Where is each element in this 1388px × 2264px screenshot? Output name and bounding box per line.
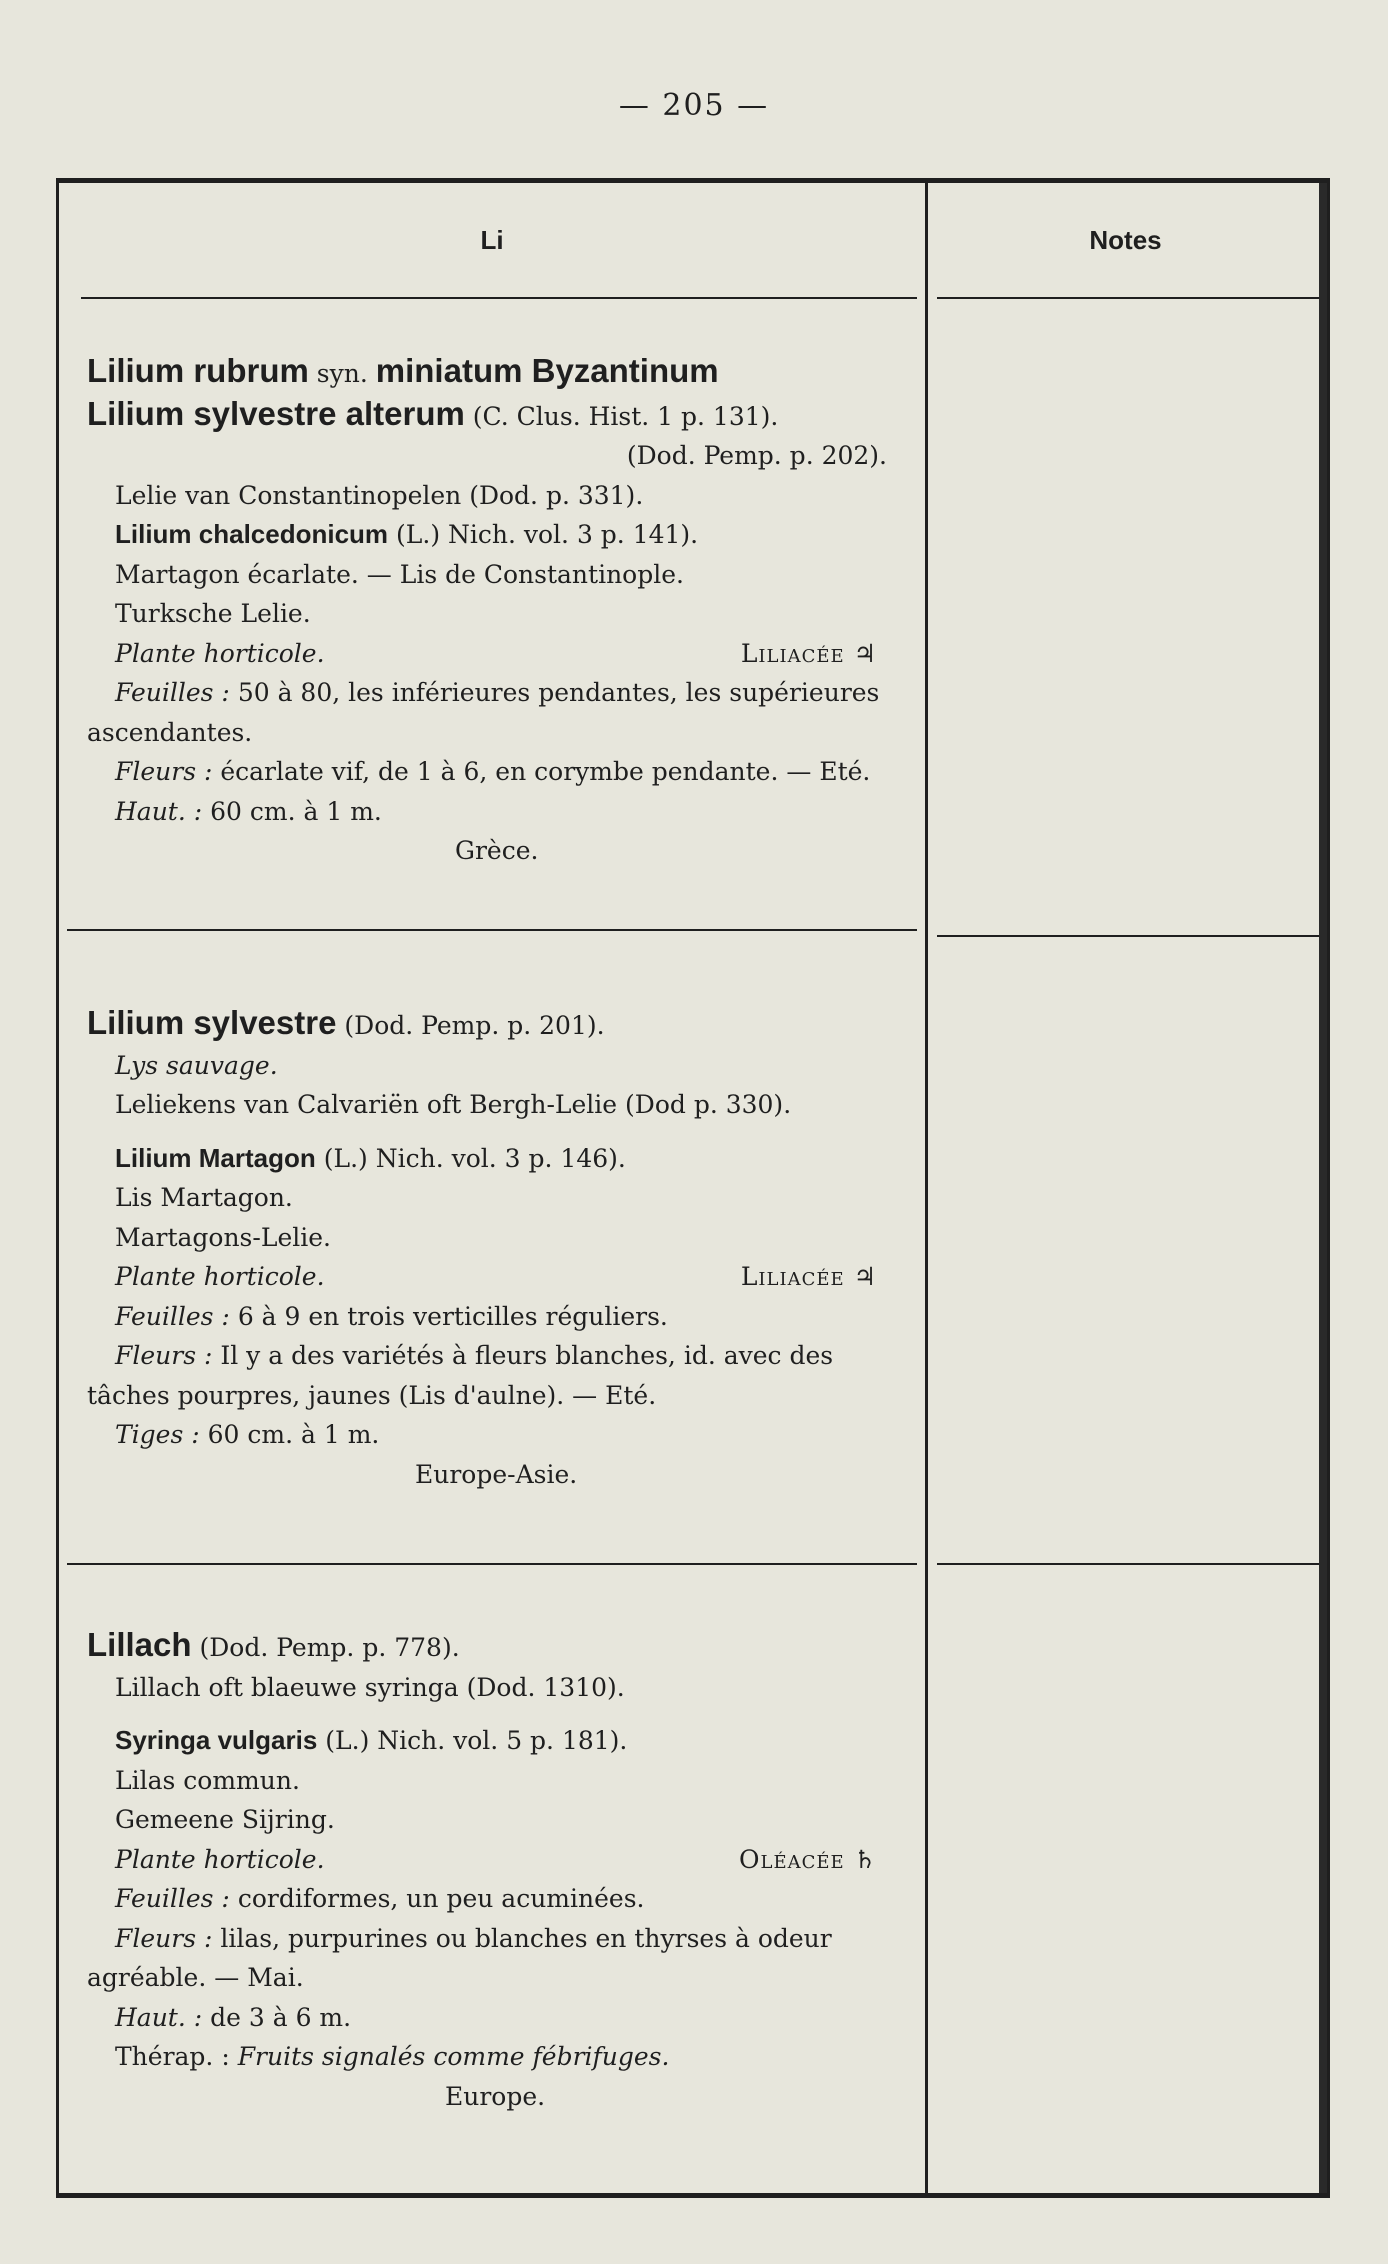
plant-type: Plante horticole.: [115, 1844, 325, 1874]
dutch-common-name: Gemeene Sijring.: [115, 1805, 335, 1834]
dutch-name: Lelie van Constantinopelen (Dod. p. 331).: [115, 480, 644, 510]
french-name: Martagon écarlate. — Lis de Constantinople.: [115, 559, 684, 589]
plant-family: Liliacée ♃: [740, 1262, 877, 1291]
page-number: — 205 —: [618, 88, 770, 123]
table-frame: [56, 178, 1330, 2198]
header-rule-left: [81, 297, 917, 299]
dutch-common-name: Turksche Lelie.: [115, 599, 311, 628]
scientific-reference: (L.) Nich. vol. 5 p. 181).: [325, 1726, 628, 1755]
flowers-text: Il y a des variétés à fleurs blanches, id. avec des: [220, 1341, 834, 1370]
reference: (Dod. Pemp. p. 778).: [199, 1633, 460, 1662]
origin: Europe-Asie.: [415, 1459, 578, 1489]
leaves-text: cordiformes, un peu acuminées.: [237, 1884, 645, 1913]
column-header-left: Li: [480, 225, 504, 255]
french-name: Lis Martagon.: [115, 1183, 293, 1212]
leaves-label: Feuilles :: [115, 1884, 230, 1913]
scientific-reference: (L.) Nich. vol. 3 p. 146).: [323, 1143, 626, 1173]
leaves-text: 50 à 80, les inférieures pendantes, les supérieures: [237, 678, 880, 707]
entry-title: Lillach: [87, 1626, 192, 1663]
leaves-label: Feuilles :: [115, 1301, 230, 1331]
row-divider-2-right: [937, 1563, 1319, 1565]
entry-title: Lilium rubrum: [87, 352, 309, 389]
height-text: 60 cm. à 1 m.: [210, 796, 382, 826]
flowers-text: lilas, purpurines ou blanches en thyrses à odeur: [220, 1923, 832, 1953]
entry-subtitle: Lilium sylvestre alterum: [87, 394, 465, 432]
height-label: Haut. :: [115, 796, 203, 826]
therapeutic-label: Thérap. :: [115, 2042, 230, 2071]
entry-title-synonym: miniatum Byzantinum: [375, 352, 719, 389]
plant-family: Oléacée ♄: [739, 1844, 877, 1874]
therapeutic-text: Fruits signalés comme fébrifuges.: [237, 2042, 670, 2071]
scientific-name: Syringa vulgaris: [115, 1725, 318, 1755]
row-divider-1-left: [67, 929, 917, 931]
entry-title: Lilium sylvestre: [87, 1004, 337, 1041]
height-label: Tiges :: [115, 1420, 200, 1449]
plant-type: Plante horticole.: [115, 1262, 325, 1291]
height-text: 60 cm. à 1 m.: [207, 1420, 380, 1449]
french-name-wild: Lys sauvage.: [115, 1050, 278, 1080]
row-divider-2-left: [67, 1563, 917, 1565]
leaves-text-cont: ascendantes.: [87, 717, 253, 747]
scientific-reference: (L.) Nich. vol. 3 p. 141).: [396, 520, 699, 549]
scientific-name: Lilium Martagon: [115, 1142, 316, 1173]
plant-type: Plante horticole.: [115, 638, 325, 668]
height-label: Haut. :: [115, 2002, 203, 2032]
dutch-name: Leliekens van Calvariën oft Bergh-Lelie (Dod p. 330).: [115, 1090, 792, 1119]
plant-family: Liliacée ♃: [740, 638, 877, 668]
origin: Europe.: [445, 2081, 546, 2111]
flowers-text-cont: tâches pourpres, jaunes (Lis d'aulne). — Eté.: [87, 1380, 657, 1410]
reference: (Dod. Pemp. p. 201).: [344, 1011, 605, 1040]
height-text: de 3 à 6 m.: [210, 2002, 352, 2032]
right-border-shadow: [1319, 183, 1327, 2193]
leaves-label: Feuilles :: [115, 678, 230, 707]
flowers-text: écarlate vif, de 1 à 6, en corymbe pendante. — Eté.: [220, 757, 871, 786]
flowers-label: Fleurs :: [115, 757, 213, 786]
column-header-notes: Notes: [1089, 225, 1162, 255]
entry-lilium-rubrum: [87, 351, 917, 871]
entry-lilium-sylvestre: [87, 1003, 917, 1494]
dutch-name: Lillach oft blaeuwe syringa (Dod. 1310).: [115, 1672, 625, 1702]
origin: Grèce.: [455, 836, 539, 865]
flowers-label: Fleurs :: [115, 1923, 213, 1953]
flowers-label: Fleurs :: [115, 1341, 213, 1370]
scientific-name: Lilium chalcedonicum: [115, 519, 389, 549]
dutch-common-name: Martagons-Lelie.: [115, 1222, 331, 1252]
french-name: Lilas commun.: [115, 1765, 300, 1795]
column-divider: [925, 183, 928, 2193]
leaves-text: 6 à 9 en trois verticilles réguliers.: [237, 1301, 668, 1331]
entry-lillach: [87, 1625, 917, 2116]
row-divider-1-right: [937, 935, 1319, 937]
synonym-marker: syn.: [316, 359, 368, 388]
reference-dodoens: (Dod. Pemp. p. 202).: [626, 441, 887, 470]
flowers-text-cont: agréable. — Mai.: [87, 1963, 304, 1992]
reference: (C. Clus. Hist. 1 p. 131).: [472, 401, 779, 431]
header-rule-right: [937, 297, 1319, 299]
